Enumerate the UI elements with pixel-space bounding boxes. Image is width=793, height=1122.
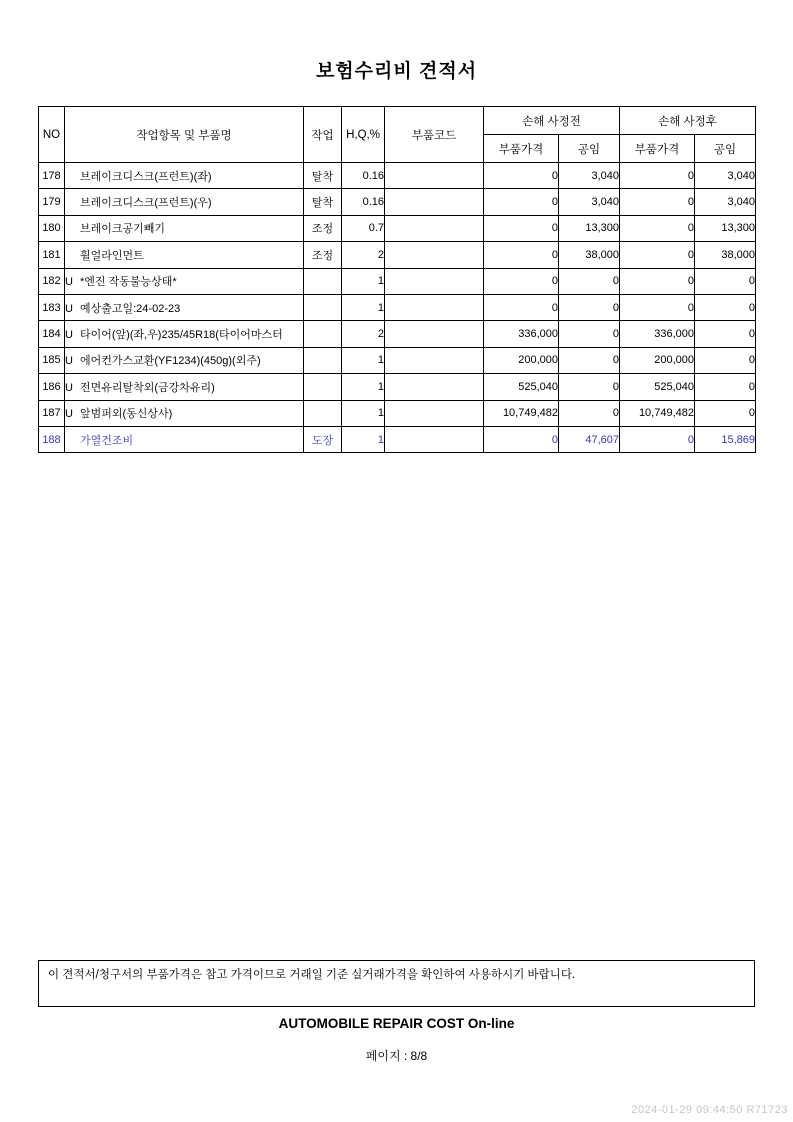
table-row: [39, 268, 756, 294]
cell-hq: 1: [342, 374, 385, 400]
cell-hq: 1: [342, 347, 385, 373]
cell-after-part: 525,040: [620, 374, 695, 400]
header-before-labor: 공임: [559, 135, 620, 163]
header-after-part-price: 부품가격: [620, 135, 695, 163]
header-after-labor: 공임: [695, 135, 756, 163]
cell-before-part: 0: [484, 294, 559, 320]
cell-after-labor: 0: [695, 400, 756, 426]
item-name: 브레이크디스크(프런트)(우): [80, 197, 212, 210]
header-item: 작업항목 및 부품명: [65, 107, 304, 163]
table-row: [39, 321, 756, 347]
cell-after-labor: 0: [695, 347, 756, 373]
item-flag: U: [65, 408, 73, 421]
cell-after-part: 10,749,482: [620, 400, 695, 426]
item-flag: U: [65, 276, 73, 289]
cell-code: [385, 294, 484, 320]
cell-code: [385, 426, 484, 452]
cell-hq: 0.16: [342, 163, 385, 189]
cell-after-labor: 13,300: [695, 215, 756, 241]
item-name: 앞범퍼외(동신상사): [80, 408, 173, 421]
item-name: 타이어(앞)(좌,우)235/45R18(타이어마스터: [80, 329, 283, 342]
cell-before-labor: 3,040: [559, 163, 620, 189]
table-header: [39, 107, 756, 163]
header-hq: H,Q,%: [342, 107, 385, 163]
cell-hq: 1: [342, 294, 385, 320]
table-row: [39, 242, 756, 268]
item-flag: U: [65, 355, 73, 368]
cell-no: 185: [39, 347, 65, 373]
item-name: 예상출고일:24-02-23: [80, 302, 181, 315]
cell-work: [304, 321, 342, 347]
cell-no: 181: [39, 242, 65, 268]
header-before-part-price: 부품가격: [484, 135, 559, 163]
header-after-assessment: 손해 사정후: [620, 107, 756, 135]
cell-before-part: 10,749,482: [484, 400, 559, 426]
header-before-assessment: 손해 사정전: [484, 107, 620, 135]
cell-no: 178: [39, 163, 65, 189]
cell-hq: 0.16: [342, 189, 385, 215]
cell-no: 179: [39, 189, 65, 215]
cell-after-part: 0: [620, 268, 695, 294]
cell-code: [385, 215, 484, 241]
table-row: [39, 347, 756, 373]
item-name: 휠얼라인먼트: [80, 249, 144, 262]
cell-item: [65, 321, 304, 347]
cell-before-part: 0: [484, 189, 559, 215]
cell-work: 탈착: [304, 189, 342, 215]
item-flag: U: [65, 381, 73, 394]
cell-after-labor: 38,000: [695, 242, 756, 268]
cell-work: [304, 374, 342, 400]
cell-before-labor: 3,040: [559, 189, 620, 215]
estimate-table: [38, 106, 756, 453]
cell-before-labor: 0: [559, 321, 620, 347]
cell-item: [65, 294, 304, 320]
cell-hq: 1: [342, 426, 385, 452]
cell-code: [385, 321, 484, 347]
header-work: 작업: [304, 107, 342, 163]
cell-work: [304, 268, 342, 294]
cell-before-part: 0: [484, 268, 559, 294]
cell-hq: 1: [342, 268, 385, 294]
cell-code: [385, 374, 484, 400]
cell-code: [385, 347, 484, 373]
cell-no: 180: [39, 215, 65, 241]
brand-line: AUTOMOBILE REPAIR COST On-line: [278, 1016, 515, 1031]
cell-item: [65, 347, 304, 373]
cell-before-part: 336,000: [484, 321, 559, 347]
page-number: 페이지 : 8/8: [365, 1049, 428, 1063]
table-row: [39, 294, 756, 320]
table-body: [39, 163, 756, 453]
table-row: [39, 374, 756, 400]
cell-code: [385, 268, 484, 294]
cell-before-labor: 0: [559, 400, 620, 426]
cell-before-part: 0: [484, 163, 559, 189]
cell-code: [385, 242, 484, 268]
cell-no: 188: [39, 426, 65, 452]
cell-after-part: 0: [620, 215, 695, 241]
cell-before-labor: 0: [559, 374, 620, 400]
cell-before-labor: 38,000: [559, 242, 620, 268]
cell-after-labor: 3,040: [695, 163, 756, 189]
item-name: 가열건조비: [80, 434, 134, 447]
cell-hq: 2: [342, 321, 385, 347]
notice-text: 이 견적서/청구서의 부품가격은 참고 가격이므로 거래일 기준 실거래가격을 확인하여 사용하시기 바랍니다.: [48, 969, 576, 981]
timestamp-watermark: 2024-01-29 09:44:50 R71723: [631, 1104, 788, 1116]
cell-item: [65, 242, 304, 268]
cell-after-part: 0: [620, 189, 695, 215]
cell-no: 183: [39, 294, 65, 320]
item-name: 브레이크공기빼기: [80, 223, 166, 236]
cell-hq: 2: [342, 242, 385, 268]
cell-before-part: 0: [484, 215, 559, 241]
cell-before-labor: 0: [559, 347, 620, 373]
page-title: 보험수리비 견적서: [315, 61, 478, 82]
cell-after-part: 0: [620, 242, 695, 268]
cell-after-labor: 0: [695, 321, 756, 347]
table-row: [39, 215, 756, 241]
cell-after-labor: 3,040: [695, 189, 756, 215]
table-row: [39, 189, 756, 215]
cell-item: [65, 400, 304, 426]
cell-work: [304, 400, 342, 426]
cell-before-part: 200,000: [484, 347, 559, 373]
item-flag: U: [65, 329, 73, 342]
cell-work: 조정: [304, 242, 342, 268]
cell-item: [65, 215, 304, 241]
cell-before-labor: 0: [559, 268, 620, 294]
item-flag: U: [65, 302, 73, 315]
header-part-code: 부품코드: [385, 107, 484, 163]
header-no: NO: [39, 107, 65, 163]
cell-no: 184: [39, 321, 65, 347]
cell-before-part: 525,040: [484, 374, 559, 400]
cell-item: [65, 374, 304, 400]
cell-after-labor: 15,869: [695, 426, 756, 452]
cell-item: [65, 426, 304, 452]
cell-no: 186: [39, 374, 65, 400]
cell-after-labor: 0: [695, 294, 756, 320]
cell-item: [65, 163, 304, 189]
cell-work: 조정: [304, 215, 342, 241]
notice-box: [38, 960, 755, 1007]
cell-work: 탈착: [304, 163, 342, 189]
table-row: [39, 426, 756, 452]
table-row: [39, 400, 756, 426]
cell-item: [65, 268, 304, 294]
cell-work: [304, 294, 342, 320]
cell-code: [385, 400, 484, 426]
cell-work: [304, 347, 342, 373]
cell-after-labor: 0: [695, 374, 756, 400]
item-name: 에어컨가스교환(YF1234)(450g)(외주): [80, 355, 261, 368]
cell-no: 182: [39, 268, 65, 294]
cell-before-part: 0: [484, 426, 559, 452]
cell-hq: 1: [342, 400, 385, 426]
cell-work: 도장: [304, 426, 342, 452]
cell-no: 187: [39, 400, 65, 426]
cell-after-part: 0: [620, 294, 695, 320]
cell-after-labor: 0: [695, 268, 756, 294]
cell-after-part: 0: [620, 426, 695, 452]
cell-code: [385, 163, 484, 189]
cell-before-labor: 0: [559, 294, 620, 320]
item-name: 브레이크디스크(프런트)(좌): [80, 170, 212, 183]
cell-after-part: 0: [620, 163, 695, 189]
table-row: [39, 163, 756, 189]
item-name: *엔진 작동불능상태*: [80, 276, 177, 289]
cell-after-part: 336,000: [620, 321, 695, 347]
cell-hq: 0.7: [342, 215, 385, 241]
cell-before-labor: 13,300: [559, 215, 620, 241]
cell-before-part: 0: [484, 242, 559, 268]
item-name: 전면유리탈착외(금강차유리): [80, 381, 215, 394]
cell-item: [65, 189, 304, 215]
cell-code: [385, 189, 484, 215]
cell-after-part: 200,000: [620, 347, 695, 373]
cell-before-labor: 47,607: [559, 426, 620, 452]
